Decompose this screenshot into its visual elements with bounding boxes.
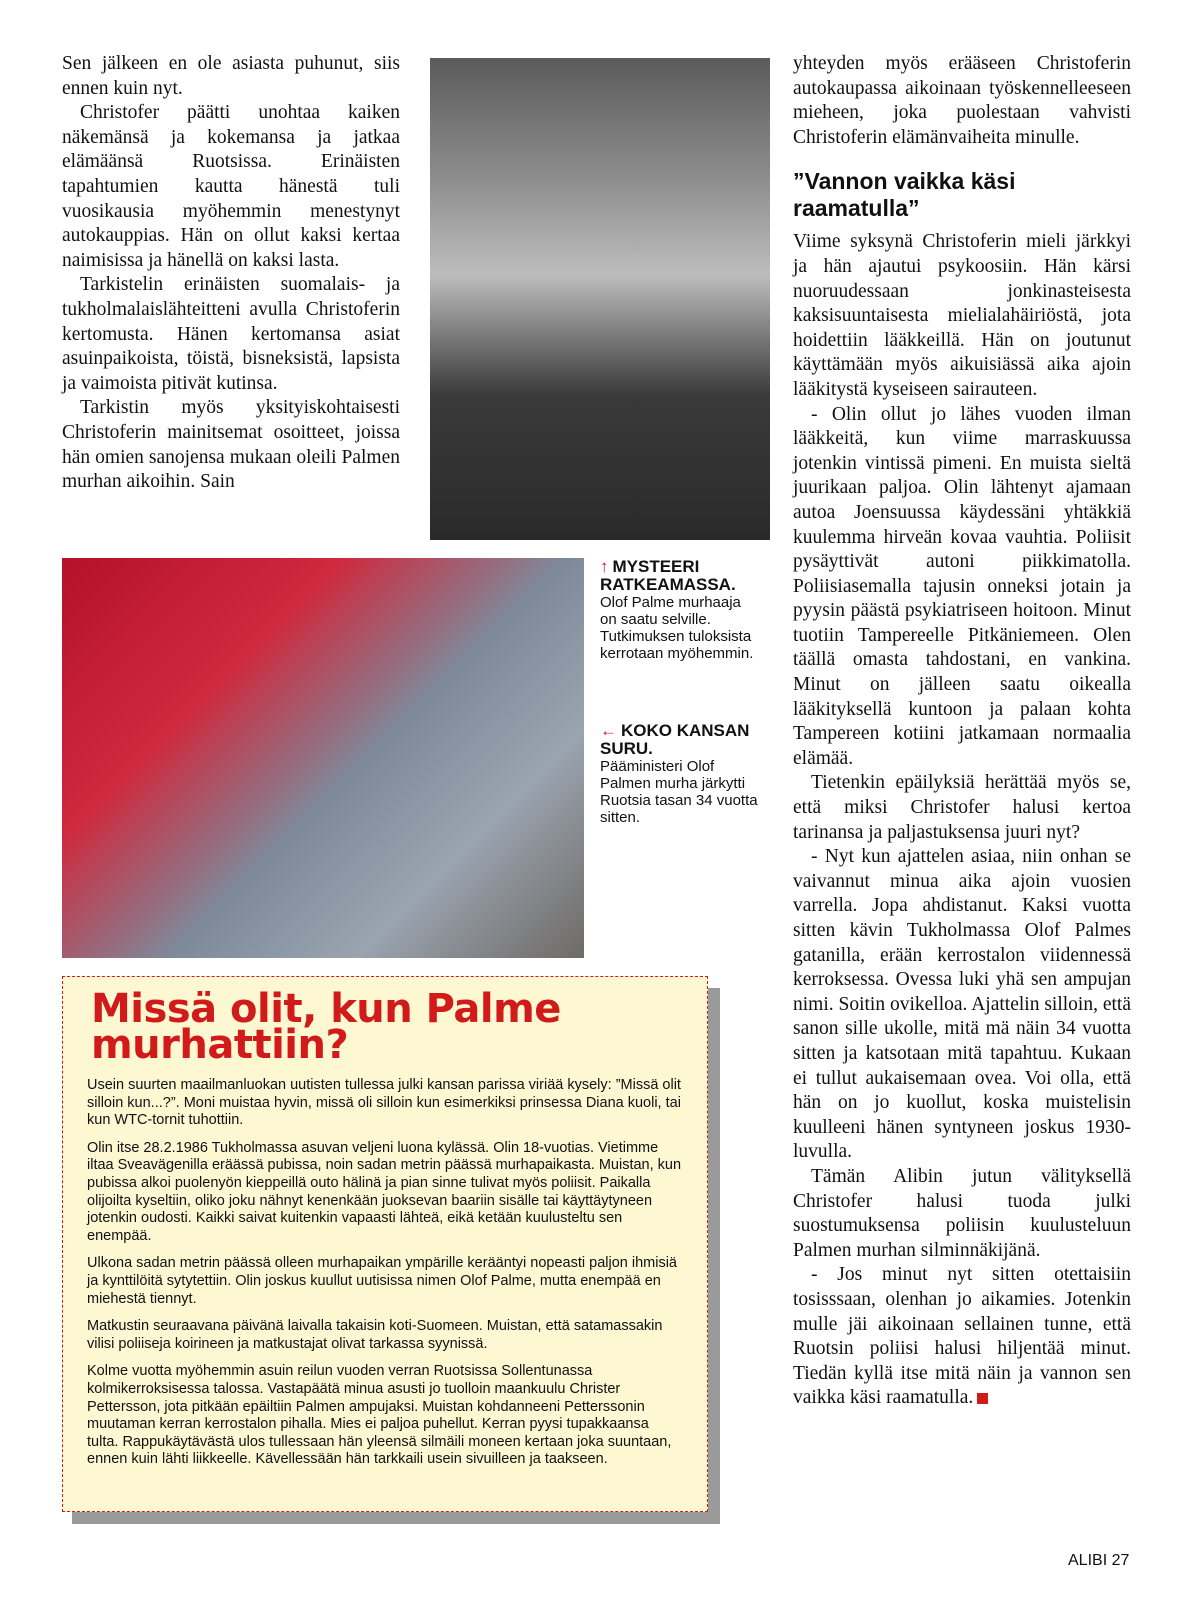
- arrow-up-icon: ↑: [600, 557, 609, 576]
- body-paragraph: Viime syksynä Christoferin mieli järkkyi ja hän ajautui psykoosiin. Hän kärsi nuoruudessaan jonkinasteisesta kaksisuuntaisesta mielialahäiriöstä, jota hoidettiin lääkkeillä. Hän on joutunut käyttämään myös aikuisiässä aika ajoin lääkitystä kyseiseen sairauteen.: [793, 231, 1131, 400]
- body-paragraph: Tämän Alibin jutun välityksellä Christofer halusi tuoda julki suostumuksensa poliisin kuulusteluun Palmen murhan silminnäkijänä.: [793, 1165, 1131, 1261]
- left-text-column: [62, 52, 400, 495]
- caption-text: Pääministeri Olof Palmen murha järkytti Ruotsia tasan 34 vuotta sitten.: [600, 758, 758, 826]
- sidebar-paragraph: Usein suurten maailmanluokan uutisten tullessa julki kansan parissa viriää kysely: ”Missä olit silloin kun...?”. Moni muistaa hyvin, missä oli silloin kun esimerkiksi prinsessa Diana kuoli, tai kun WTC-tornit tuhottiin.: [87, 1077, 681, 1129]
- body-paragraph: Tarkistin myös yksityiskohtaisesti Christoferin mainitsemat osoitteet, joissa hän omien sanojensa mukaan oleili Palmen murhan aikoihin. Sain: [62, 397, 400, 493]
- section-subheading: ”Vannon vaikka käsi raamatulla”: [793, 168, 1016, 222]
- body-paragraph: Tarkistelin erinäisten suomalais- ja tukholmalaislähteitteni avulla Christoferin kertomusta. Hänen kertomansa asiat asuinpaikoista, töistä, bisneksistä, lapsista ja vaimoista pitivät kutinsa.: [62, 274, 400, 394]
- photo-memorial-flowers: [62, 558, 584, 958]
- arrow-left-icon: ←: [600, 721, 617, 740]
- caption-heading: KOKO KANSAN SURU.: [600, 721, 750, 758]
- sidebar-paragraph: Ulkona sadan metrin päässä olleen murhapaikan ympärille kerääntyi nopeasti paljon ihmisiä ja kynttilöitä sytytettiin. Olin joskus kuullut uutisissa nimen Olof Palme, mutta enempää en miehestä tiennyt.: [87, 1255, 677, 1307]
- sidebar-box: [62, 976, 708, 1512]
- caption-heading: MYSTEERI RATKEAMASSA.: [600, 557, 736, 594]
- sidebar-paragraph: Olin itse 28.2.1986 Tukholmassa asuvan veljeni luona kylässä. Olin 18-vuotias. Vietimme iltaa Sveavägenilla eräässä pubissa, noin sadan metrin päässä murhapaikasta. Muistan, kun pubissa alkoi puolenyön kieppeillä outo hälinä ja pian sinne tulivat myös poliisit. Paikalla olijoilta kyseltiin, oliko joku nähnyt kenenkään juoksevan baariin sisälle tai käyttäytyneen jotenkin oudosti. Kaikki saivat kuitenkin vapaasti lähteä, eikä ketään kuulusteltu sen enempää.: [87, 1139, 682, 1244]
- body-paragraph-text: - Jos minut nyt sitten otettaisiin tosisssaan, olenhan jo aikamies. Jotenkin mulle jäi aikoinaan sellainen tunne, että Ruotsin poliisi halusi hiljentää minut. Tiedän kyllä itse mitä näin ja vannon sen vaikka käsi raamatulla.: [793, 1264, 1131, 1409]
- body-paragraph: yhteyden myös erääseen Christoferin autokaupassa aikoinaan työskennelleeseen mieheen, joka puolestaan vahvisti Christoferin elämänvaiheita minulle.: [793, 53, 1131, 148]
- sidebar-title: Missä olit, kun Palme murhattiin?: [91, 986, 561, 1068]
- photo-father-with-child: [430, 58, 770, 540]
- page-number: ALIBI 27: [1068, 1552, 1130, 1569]
- body-paragraph: Sen jälkeen en ole asiasta puhunut, siis ennen kuin nyt.: [62, 53, 400, 99]
- sidebar-paragraph: Matkustin seuraavana päivänä laivalla takaisin koti-Suomeen. Muistan, että satamassakin vilisi poliiseja koirineen ja matkustajat olivat tarkassa syynissä.: [87, 1318, 663, 1352]
- body-paragraph-final: [793, 1263, 1131, 1411]
- photo-caption-top: [600, 558, 760, 662]
- body-paragraph: Tietenkin epäilyksiä herättää myös se, että miksi Christofer halusi kertoa tarinansa ja paljastuksensa juuri nyt?: [793, 772, 1131, 843]
- right-text-column: [793, 52, 1131, 1411]
- body-paragraph: - Olin ollut jo lähes vuoden ilman lääkkeitä, kun viime marraskuussa jotenkin vintissä pimeni. En muista sieltä juurikaan paljoa. Olin lähtenyt ajamaan autoa Joensuussa käydessäni yhtäkkiä kuulemma hirveän kovaa vauhtia. Poliisit pysäyttivät autoni piikkimatolla. Poliisiasemalla tajusin onneksi jotain ja pyysin päästä psykiatriseen hoitoon. Minut tuotiin Tampereelle Pitkäniemeen. Olen täällä omasta tahdostani, en vankina. Minut on jälleen saatu oikealla lääkityksellä kuntoon ja palaan kohta Tampereen kotiini jatkamaan normaalia elämää.: [793, 403, 1131, 769]
- sidebar-paragraph: Kolme vuotta myöhemmin asuin reilun vuoden verran Ruotsissa Sollentunassa kolmikerroksisessa talossa. Vastapäätä minua asusti jo tuolloin maankuulu Christer Pettersson, jota pitkään epäiltiin Palmen ampujaksi. Muistan kohdanneeni Petterssonin muutaman kerran kerrostalon pihalla. Mies ei paljoa puhellut. Kerran pyysi tupakkaansa tulta. Rappukäytävästä ulos tullessaan hän yleensä silmäili moneen kertaan joka suuntaan, ennen kuin lähti liikkeelle. Kävellessään hän tarkkaili usein sivuilleen ja taakseen.: [87, 1363, 672, 1468]
- body-paragraph: Christofer päätti unohtaa kaiken näkemänsä ja kokemansa ja jatkaa elämäänsä Ruotsissa. Erinäisten tapahtumien kautta hänestä tuli vuosikausia myöhemmin menestynyt autokauppias. Hän on ollut kaksi kertaa naimisissa ja hänellä on kaksi lasta.: [62, 102, 400, 271]
- body-paragraph: - Nyt kun ajattelen asiaa, niin onhan se vaivannut minua aika ajoin vuosien varrella. Jopa ahdistanut. Kaksi vuotta sitten kävin Tukholmassa Olof Palmes gatanilla, erään kerrostalon viidennessä kerroksessa. Ovessa luki yhä sen ampujan nimi. Soitin ovikelloa. Ajattelin silloin, että sanon sille ukolle, mitä mä näin 34 vuotta sitten ja katsotaan mitä tapahtuu. Kukaan ei tullut aukaisemaan ovea. Voi olla, että hän on jo kuollut, koska muistelisin kuulleeni hänen syntyneen joskus 1930-luvulla.: [793, 846, 1131, 1163]
- end-square-icon: [977, 1393, 988, 1404]
- caption-text: Olof Palme murhaaja on saatu selville. Tutkimuksen tuloksista kerrotaan myöhemmin.: [600, 594, 754, 662]
- photo-caption-bottom: [600, 722, 760, 826]
